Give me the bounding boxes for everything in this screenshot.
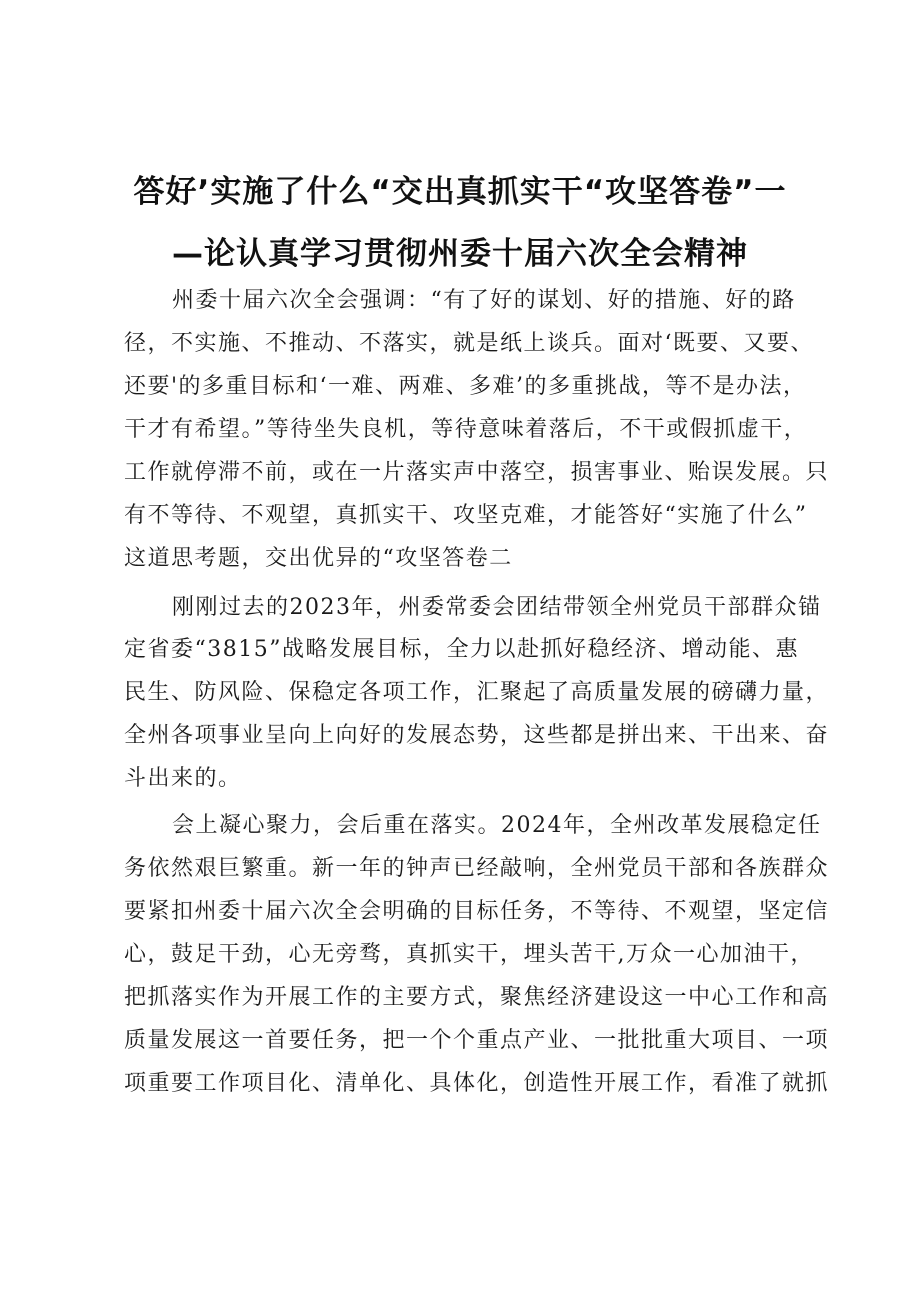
paragraph-3-line: 会上凝心聚力，会后重在落实。2024年，全州改革发展稳定任: [172, 813, 822, 838]
document-title-line-2: —论认真学习贯彻州委十届六次全会精神: [172, 236, 748, 272]
paragraph-1-line: 还要'的多重目标和‘一难、两难、多难’的多重挑战，等不是办法，: [124, 374, 807, 399]
paragraph-3-line: 务依然艰巨繁重。新一年的钟声已经敲响，全州党员干部和各族群众: [124, 856, 830, 881]
paragraph-2-line: 全州各项事业呈向上向好的发展态势，这些都是拼出来、干出来、奋: [124, 723, 830, 748]
document-title-line-1: 答好’实施了什么“交出真抓实干“攻坚答卷”一: [133, 174, 787, 210]
paragraph-1-line: 这道思考题，交出优异的“攻坚答卷二: [124, 546, 513, 571]
paragraph-1-line: 径，不实施、不推动、不落实，就是纸上谈兵。面对‘既要、又要、: [124, 331, 814, 356]
paragraph-2-line: 定省委“3815”战略发展目标，全力以赴抓好稳经济、增动能、惠: [124, 637, 799, 662]
paragraph-1-line: 州委十届六次全会强调：“有了好的谋划、好的措施、好的路: [172, 288, 796, 313]
paragraph-2-line: 斗出来的。: [124, 766, 242, 791]
paragraph-2-line: 刚刚过去的2023年，州委常委会团结带领全州党员干部群众锚: [172, 595, 822, 620]
paragraph-3-line: 心，鼓足干劲，心无旁骛，真抓实干，埋头苦干,万众一心加油干，: [124, 942, 814, 967]
paragraph-3-line: 要紧扣州委十届六次全会明确的目标任务，不等待、不观望，坚定信: [124, 899, 830, 924]
paragraph-1-line: 干才有希望。”等待坐失良机，等待意味着落后，不干或假抓虚干，: [124, 417, 808, 442]
paragraph-1-line: 工作就停滞不前，或在一片落实声中落空，损害事业、贻误发展。只: [124, 460, 830, 485]
paragraph-2-line: 民生、防风险、保稳定各项工作，汇聚起了高质量发展的磅礴力量，: [124, 680, 830, 705]
paragraph-1-line: 有不等待、不观望，真抓实干、攻坚克难，才能答好“实施了什么”: [124, 503, 808, 528]
paragraph-3-line: 质量发展这一首要任务，把一个个重点产业、一批批重大项目、一项: [124, 1028, 830, 1053]
paragraph-3-line: 项重要工作项目化、清单化、具体化，创造性开展工作，看准了就抓: [124, 1071, 830, 1096]
paragraph-3-line: 把抓落实作为开展工作的主要方式，聚焦经济建设这一中心工作和高: [124, 985, 830, 1010]
